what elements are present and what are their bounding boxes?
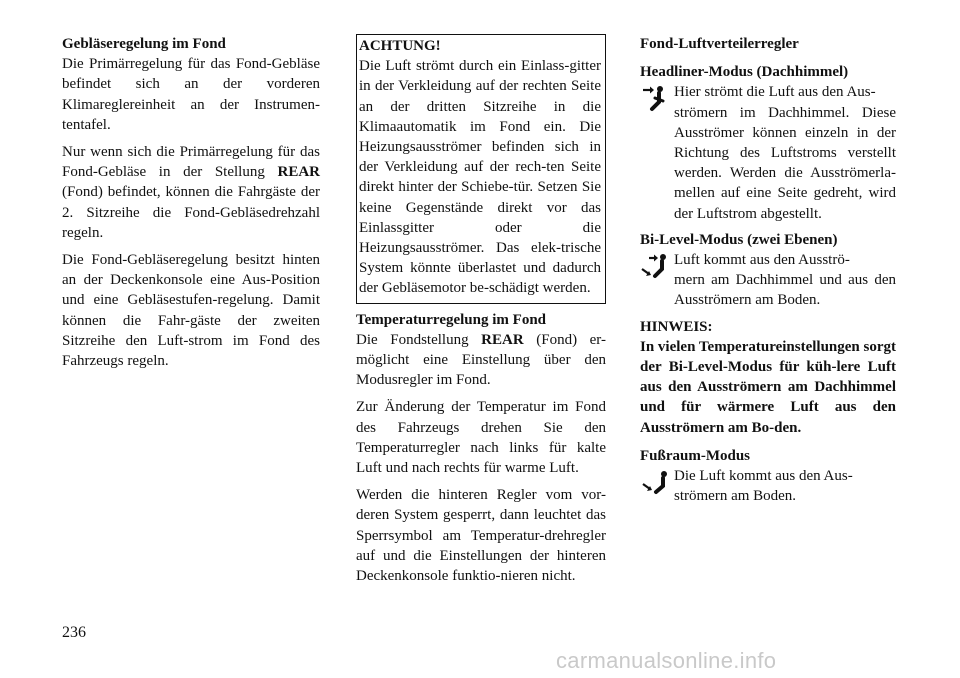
headliner-mode-description: Hier strömt die Luft aus den Aus- strömern im Dachhimmel. Diese Ausströmer können einzeln in der Richtung des Luftstroms verstellt werden. Werden die Ausströmerla-mellen auf eine Seite gedreht, wird der Luftstrom abgestellt. xyxy=(640,82,896,223)
section-heading-rear-temperature: Temperaturregelung im Fond xyxy=(356,311,546,328)
paragraph: Werden die hinteren Regler vom vor-deren System gesperrt, dann leuchtet das Sperrsymbol am Temperatur-drehregler auf und die Einstellungen der hinteren Deckenkonsole funktio-nieren nicht. xyxy=(356,487,606,585)
paragraph: Zur Änderung der Temperatur im Fond des Fahrzeugs drehen Sie den Temperaturregler nach links für kalte Luft und nach rechts für warme Luft. xyxy=(356,399,606,477)
page-number: 236 xyxy=(62,624,86,641)
paragraph: Nur wenn sich die Primärregelung für das Fond-Gebläse in der Stellung REAR (Fond) befindet, können die Fahrgäste der 2. Sitzreihe die Fond-Gebläsedrehzahl regeln. xyxy=(62,144,320,241)
section-heading-rear-blower: Gebläseregelung im Fond xyxy=(62,36,226,52)
bilevel-airflow-icon xyxy=(640,253,674,281)
bilevel-mode-description: Luft kommt aus den Ausströ- mern am Dachhimmel und aus den Ausströmern am Boden. xyxy=(640,250,896,311)
paragraph: Die Fondstellung REAR (Fond) er-möglicht eine Einstellung über den Modusregler im Fond. xyxy=(356,331,607,389)
headliner-airflow-icon xyxy=(640,85,674,113)
bilevel-mode-heading: Bi-Level-Modus (zwei Ebenen) xyxy=(640,231,838,248)
floor-airflow-icon xyxy=(640,469,674,497)
column-middle xyxy=(356,34,606,593)
rear-keyword: REAR xyxy=(481,331,524,348)
warning-title: ACHTUNG! xyxy=(359,38,441,54)
headliner-mode-heading: Headliner-Modus (Dachhimmel) xyxy=(640,64,849,81)
paragraph: Die Fond-Gebläseregelung besitzt hinten an der Deckenkonsole eine Aus-Position und eine Gebläsestufen-regelung. Damit können die Fahr-gäste der zweiten Sitzreihe den Luft-strom im Fond des Fahrzeugs regeln. xyxy=(62,252,320,370)
floor-mode-heading: Fußraum-Modus xyxy=(640,447,751,464)
column-right xyxy=(640,34,896,512)
column-left xyxy=(62,34,320,378)
warning-box xyxy=(356,34,606,304)
warning-text: Die Luft strömt durch ein Einlass-gitter in der Verkleidung auf der rechten Seite an der dritten Sitzreihe in die Klimaautomatik im Fond ein. Die Heizungsausströmer befinden sich in der Verkleidung auf der rech-ten Seite direkt hinter der Schiebe-tür. Setzen Sie keine Gegenstände direkt vor das Einlassgitter oder die Heizungsausströmer. Das elek-trische System könnte überlastet und dadurch der Gebläsemotor be-schädigt werden. xyxy=(359,58,601,297)
paragraph: Die Primärregelung für das Fond-Gebläse befindet sich an der vorderen Klimareglereinheit an der Instrumen-tentafel. xyxy=(62,56,320,133)
section-heading-air-distribution: Fond-Luftverteilerregler xyxy=(640,36,799,52)
note-text: In vielen Temperatureinstellungen sorgt der Bi-Level-Modus für küh-lere Luft aus den Ausströmern am Dachhimmel und für wärmere Luft aus den Ausströmern am Bo-den. xyxy=(640,338,896,436)
note-label: HINWEIS: xyxy=(640,318,713,335)
rear-keyword: REAR xyxy=(277,164,320,181)
watermark: carmanualsonline.info xyxy=(556,648,777,673)
floor-mode-description: Die Luft kommt aus den Aus- strömern am Boden. xyxy=(640,466,896,506)
